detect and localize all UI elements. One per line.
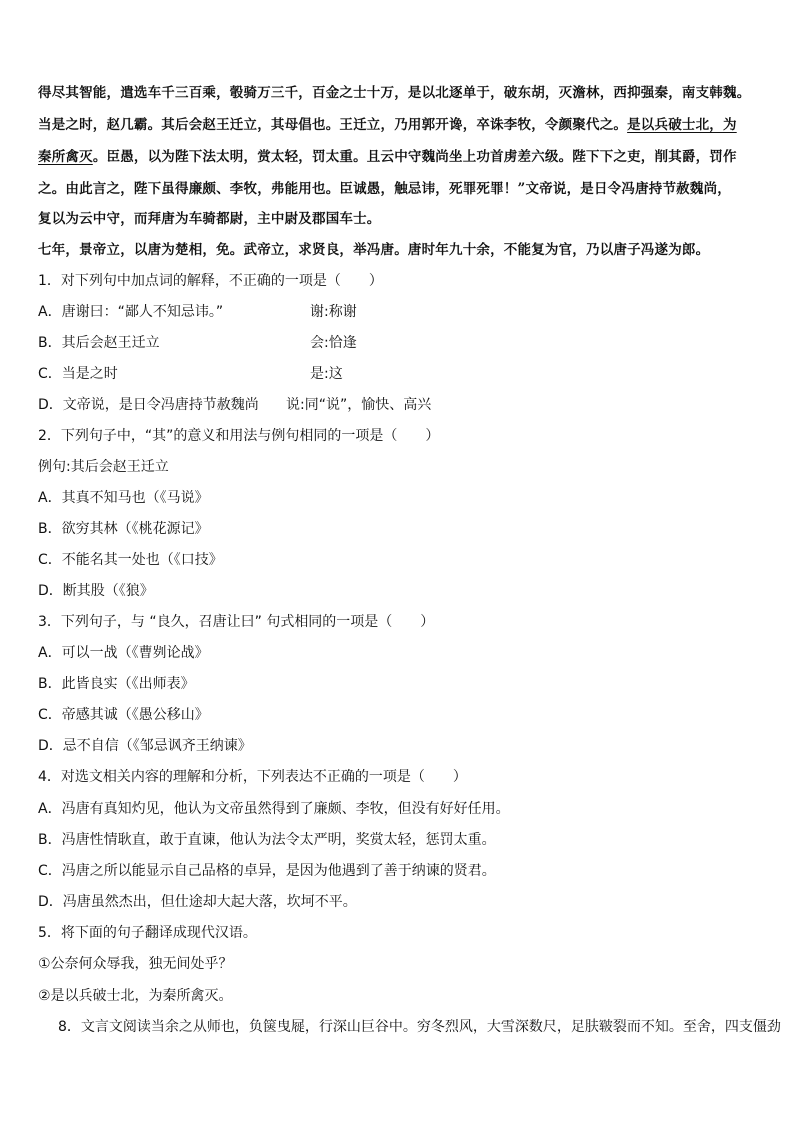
question-1-stem: 1．对下列句中加点词的解释，不正确的一项是（ ） bbox=[38, 273, 383, 289]
passage-underlined-phrase-1: 是以兵破士北，为 bbox=[627, 117, 737, 133]
question-8-start: 8．文言文阅读当余之从师也，负箧曳屣，行深山巨谷中。穷冬烈风，大雪深数尺，足肤皲裂而不知。至舍，四支僵劲 bbox=[58, 1019, 781, 1035]
option-c-gloss: 是:这 bbox=[310, 366, 343, 382]
question-2-option-c: C．不能名其一处也（《口技》 bbox=[38, 552, 223, 568]
option-b-text: B．其后会赵王迁立 bbox=[38, 335, 160, 351]
passage-line-4: 之。由此言之，陛下虽得廉颇、李牧，弗能用也。臣诚愚，触忌讳，死罪死罪！”文帝说，是日令冯唐持节赦魏尚， bbox=[38, 181, 731, 197]
question-3-option-b: B．此皆良实（《出师表》 bbox=[38, 676, 195, 692]
option-b-gloss: 会:恰逢 bbox=[310, 335, 357, 351]
question-3-stem: 3．下列句子，与 “良久，召唐让曰” 句式相同的一项是（ ） bbox=[38, 614, 435, 630]
question-3-option-d: D．忌不自信（《邹忌讽齐王纳谏》 bbox=[38, 738, 252, 754]
question-4-option-c: C．冯唐之所以能显示自己品格的卓异，是因为他遇到了善于纳谏的贤君。 bbox=[38, 863, 496, 879]
question-3-option-c: C．帝感其诚（《愚公移山》 bbox=[38, 707, 209, 723]
option-d-text: D．文帝说，是日令冯唐持节赦魏尚 bbox=[38, 397, 259, 413]
question-5-stem: 5．将下面的句子翻译成现代汉语。 bbox=[38, 925, 257, 941]
passage-underlined-phrase-2: 秦所禽灭 bbox=[38, 149, 93, 165]
option-d-gloss: 说:同“说”，愉快、高兴 bbox=[286, 397, 432, 413]
question-5-sentence-1: ①公奈何众辱我，独无间处乎？ bbox=[38, 956, 233, 972]
question-4-option-a: A．冯唐有真知灼见，他认为文帝虽然得到了廉颇、李牧，但没有好好任用。 bbox=[38, 801, 510, 817]
option-a-gloss: 谢:称谢 bbox=[310, 304, 357, 320]
question-2-stem: 2．下列句子中，“其”的意义和用法与例句相同的一项是（ ） bbox=[38, 428, 440, 444]
question-1-option-b bbox=[38, 333, 758, 353]
passage-line-2 bbox=[38, 115, 758, 135]
question-2-option-d: D．断其股（《狼》 bbox=[38, 583, 154, 599]
passage-line-6: 七年，景帝立，以唐为楚相，免。武帝立，求贤良，举冯唐。唐时年九十余，不能复为官，乃以唐子冯遂为郎。 bbox=[38, 242, 710, 258]
question-1-option-a bbox=[38, 302, 758, 322]
passage-line-2-text: 当是之时，赵几霸。其后会赵王迁立，其母倡也。王迁立，乃用郭开谗，卒诛李牧，令颜聚代之。 bbox=[38, 117, 628, 133]
passage-line-5: 复以为云中守，而拜唐为车骑都尉，主中尉及郡国车士。 bbox=[38, 211, 381, 227]
question-4-stem: 4．对选文相关内容的理解和分析，下列表达不正确的一项是（ ） bbox=[38, 769, 467, 785]
question-4-option-b: B．冯唐性情耿直，敢于直谏，他认为法令太严明，奖赏太轻，惩罚太重。 bbox=[38, 832, 496, 848]
question-2-option-a: A．其真不知马也（《马说》 bbox=[38, 490, 209, 506]
option-a-text: A．唐谢曰：“鄙人不知忌讳。” bbox=[38, 304, 224, 320]
question-2-option-b: B．欲穷其林（《桃花源记》 bbox=[38, 521, 209, 537]
question-3-option-a: A．可以一战（《曹刿论战》 bbox=[38, 645, 209, 661]
question-1-option-d bbox=[38, 395, 758, 415]
option-c-text: C．当是之时 bbox=[38, 366, 118, 382]
question-5-sentence-2: ②是以兵破士北，为秦所禽灭。 bbox=[38, 988, 233, 1004]
passage-line-1: 得尽其智能，遣选车千三百乘，彀骑万三千，百金之士十万，是以北逐单于，破东胡，灭澹林，西抑强秦，南支韩魏。 bbox=[38, 85, 751, 101]
question-1-option-c bbox=[38, 364, 758, 384]
passage-line-3-text: 。臣愚，以为陛下法太明，赏太轻，罚太重。且云中守魏尚坐上功首虏差六级。陛下下之吏，削其爵，罚作 bbox=[92, 149, 737, 165]
question-4-option-d: D．冯唐虽然杰出，但仕途却大起大落，坎坷不平。 bbox=[38, 894, 357, 910]
passage-line-3 bbox=[38, 147, 758, 167]
question-2-example: 例句:其后会赵王迁立 bbox=[38, 459, 169, 475]
